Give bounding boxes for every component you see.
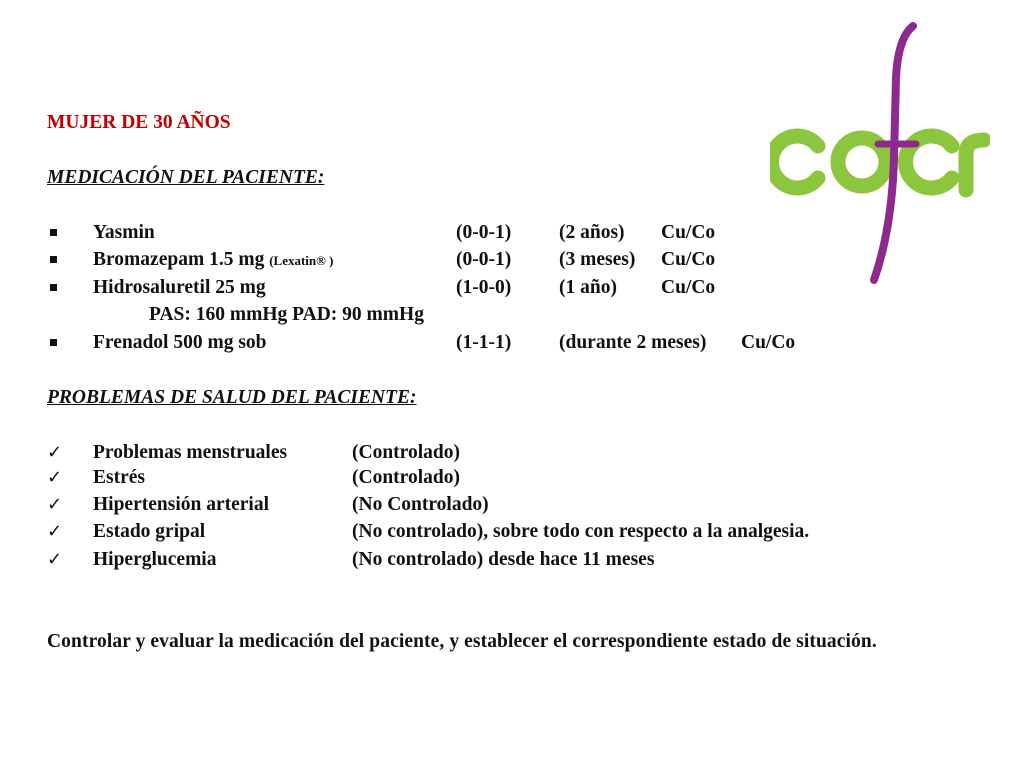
problem-item	[47, 466, 947, 490]
logo-letter-r	[966, 140, 984, 190]
medication-status: Cu/Co	[661, 277, 716, 298]
medication-duration: (3 meses)	[559, 249, 636, 270]
logo-letter-c1	[772, 136, 818, 188]
medication-name: Frenadol 500 mg sob	[93, 332, 267, 353]
problem-name: Problemas menstruales	[93, 442, 288, 463]
check-icon: ✓	[47, 521, 63, 542]
medication-status: Cu/Co	[661, 222, 716, 243]
check-icon: ✓	[47, 494, 63, 515]
medication-heading: MEDICACIÓN DEL PACIENTE:	[47, 167, 325, 188]
problem-status: (Controlado)	[352, 442, 460, 463]
medication-dose: (1-1-1)	[456, 332, 512, 353]
medication-duration: (durante 2 meses)	[559, 332, 707, 353]
problem-item	[47, 493, 947, 517]
problem-status: (Controlado)	[352, 467, 460, 488]
task-paragraph: Controlar y evaluar la medicación del paciente, y establecer el correspondiente estado de situación.	[47, 631, 877, 652]
problems-heading: PROBLEMAS DE SALUD DEL PACIENTE:	[47, 387, 417, 408]
check-icon: ✓	[47, 467, 63, 488]
medication-item	[47, 331, 947, 355]
medication-dose: (0-0-1)	[456, 222, 512, 243]
medication-name: Bromazepam 1.5 mg	[93, 249, 265, 270]
medication-item	[47, 248, 947, 272]
medication-name: Hidrosaluretil 25 mg	[93, 277, 266, 298]
problem-name: Estado gripal	[93, 521, 206, 542]
medication-brand: (Lexatin® )	[269, 253, 334, 268]
problem-status: (No controlado) desde hace 11 meses	[352, 549, 655, 570]
problem-status: (No controlado), sobre todo con respecto a la analgesia.	[352, 521, 810, 542]
medication-item	[47, 221, 947, 245]
check-icon: ✓	[47, 442, 63, 463]
medication-duration: (2 años)	[559, 222, 625, 243]
medication-status: Cu/Co	[741, 332, 796, 353]
problem-name: Estrés	[93, 467, 145, 488]
problem-status: (No Controlado)	[352, 494, 489, 515]
blood-pressure: PAS: 160 mmHg PAD: 90 mmHg	[149, 304, 424, 325]
patient-title: MUJER DE 30 AÑOS	[47, 112, 231, 133]
problem-item	[47, 441, 947, 465]
problem-item	[47, 548, 947, 572]
problem-name: Hipertensión arterial	[93, 494, 270, 515]
medication-dose: (1-0-0)	[456, 277, 512, 298]
medication-duration: (1 año)	[559, 277, 617, 298]
problem-name: Hiperglucemia	[93, 549, 217, 570]
medication-name: Yasmin	[93, 222, 155, 243]
medication-dose: (0-0-1)	[456, 249, 512, 270]
check-icon: ✓	[47, 549, 63, 570]
medication-status: Cu/Co	[661, 249, 716, 270]
medication-item	[47, 276, 947, 300]
problem-item	[47, 520, 947, 544]
